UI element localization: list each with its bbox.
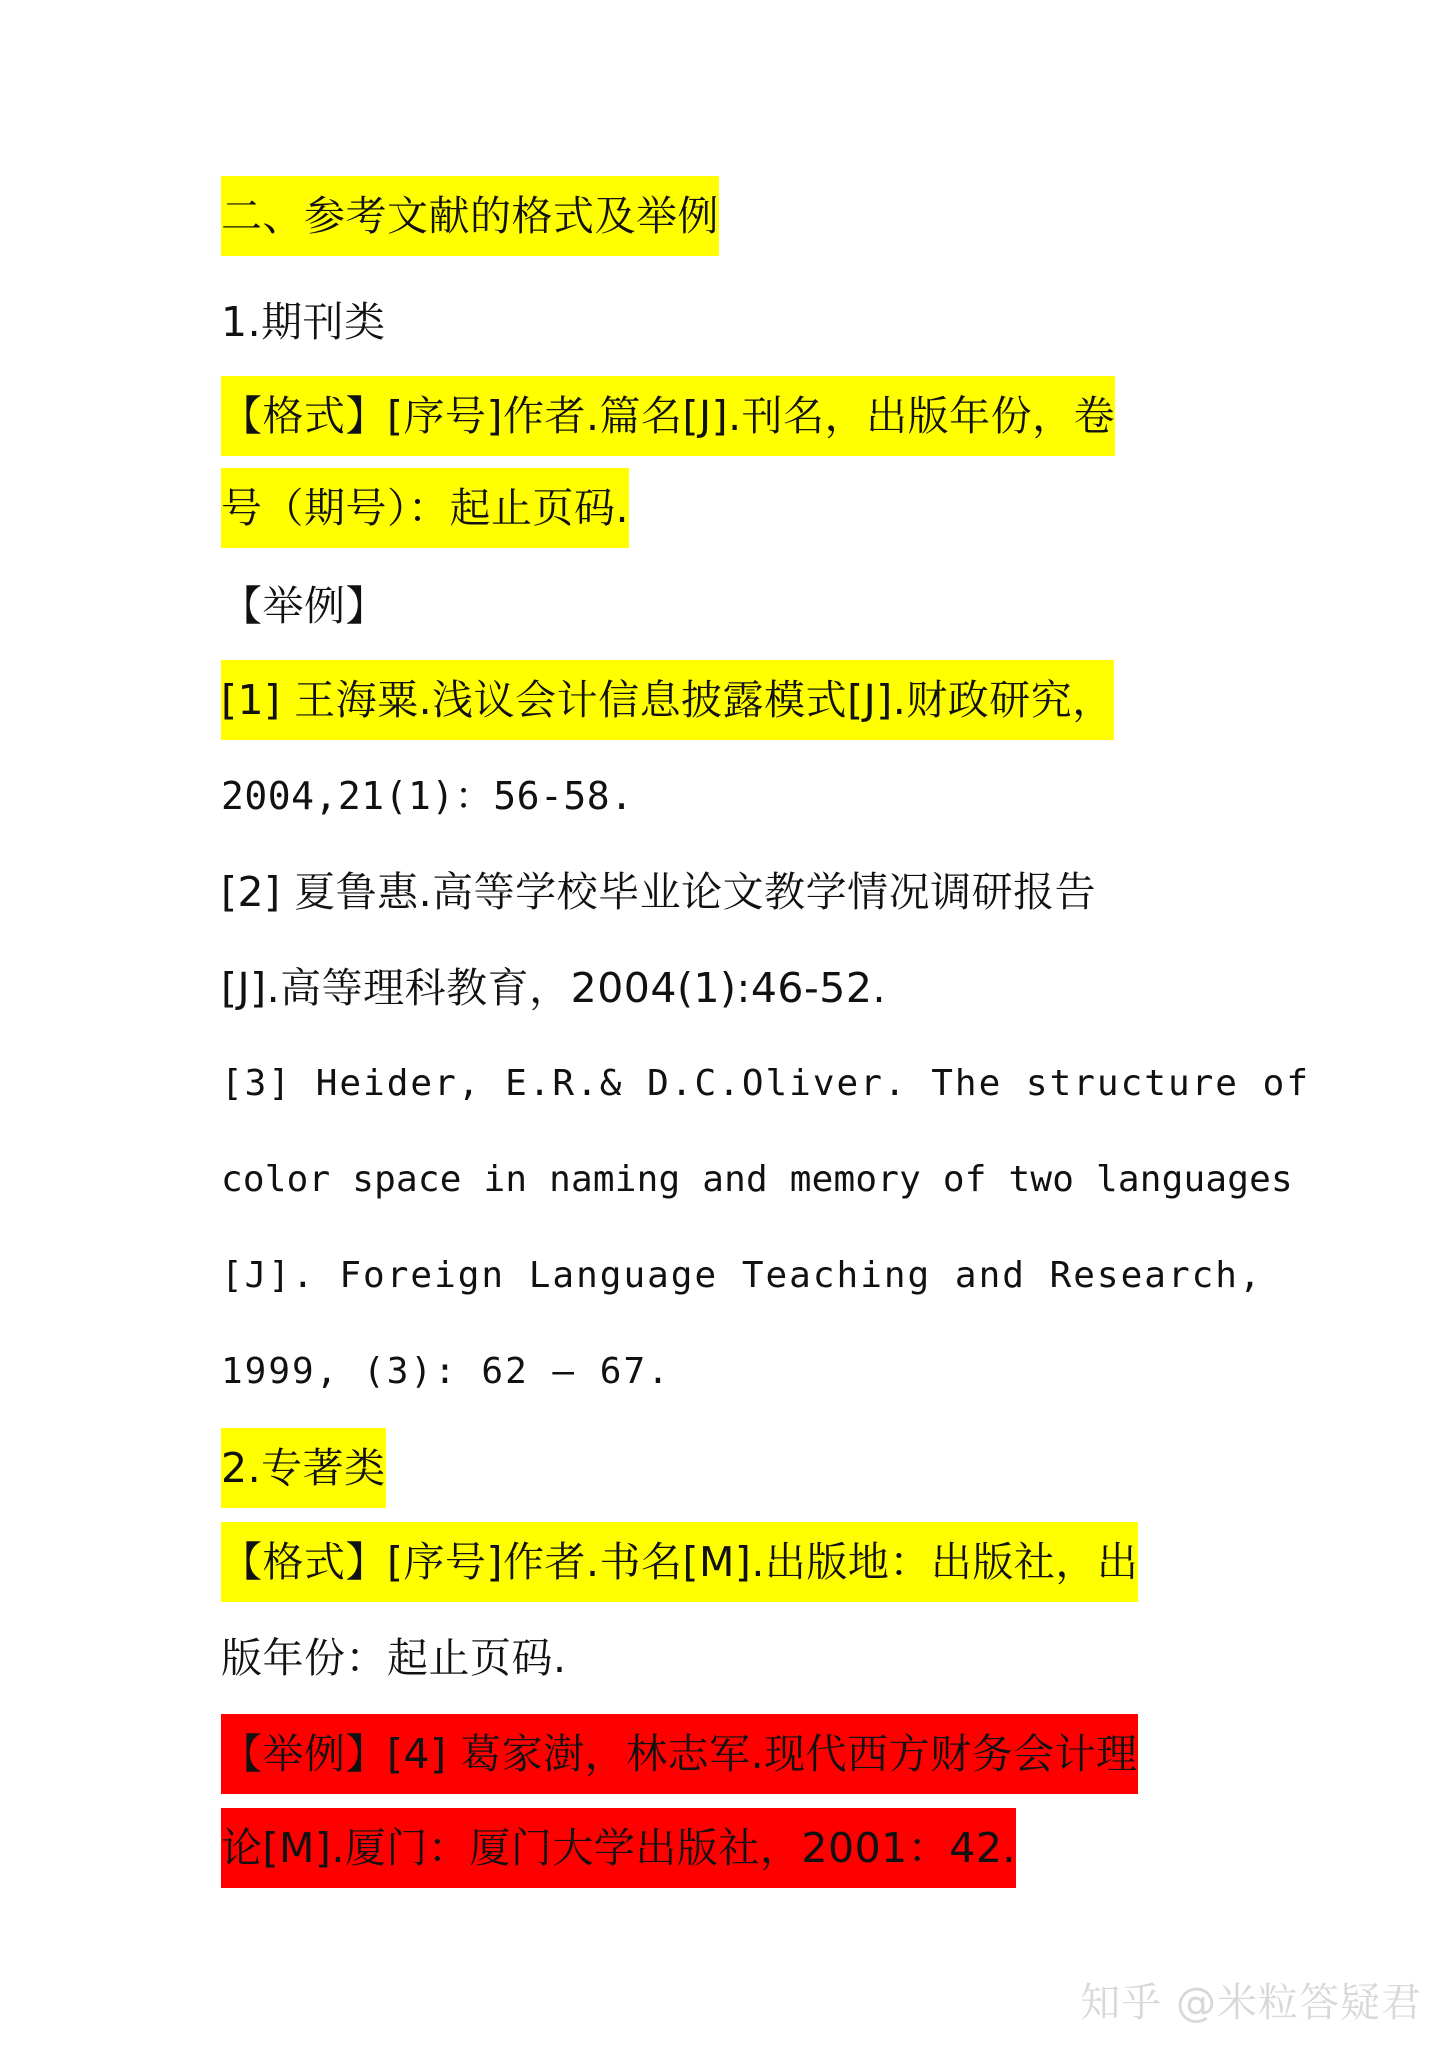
monograph-example-line-1: 【举例】[4] 葛家澍，林志军.现代西方财务会计理 [221, 1714, 1138, 1794]
journal-heading: 1.期刊类 [221, 298, 386, 346]
reference-3-line-1: [3] Heider, E.R.& D.C.Oliver. The structure of [221, 1063, 1310, 1104]
reference-2-line-1: [2] 夏鲁惠.高等学校毕业论文教学情况调研报告 [221, 868, 1097, 916]
journal-format-line-2: 号（期号）：起止页码. [221, 468, 629, 548]
reference-1-line-1: [1] 王海粟.浅议会计信息披露模式[J].财政研究， [221, 660, 1114, 740]
section-title: 二、参考文献的格式及举例 [221, 176, 719, 256]
monograph-format-line-2: 版年份：起止页码. [221, 1634, 567, 1682]
reference-1-line-2: 2004,21(1)：56-58. [221, 774, 634, 818]
journal-example-label: 【举例】 [221, 582, 387, 630]
journal-format-line-1: 【格式】[序号]作者.篇名[J].刊名，出版年份，卷 [221, 376, 1115, 456]
reference-3-line-2: color space in naming and memory of two languages [221, 1159, 1293, 1200]
watermark: 知乎 @米粒答疑君 [1080, 1980, 1422, 2026]
reference-3-line-3: [J]. Foreign Language Teaching and Research, [221, 1255, 1263, 1296]
monograph-heading: 2.专著类 [221, 1428, 386, 1508]
reference-3-line-4: 1999, (3): 62 – 67. [221, 1351, 671, 1392]
reference-2-line-2: [J].高等理科教育，2004(1):46-52. [221, 964, 887, 1012]
monograph-format-line-1: 【格式】[序号]作者.书名[M].出版地：出版社，出 [221, 1522, 1138, 1602]
monograph-example-line-2: 论[M].厦门：厦门大学出版社，2001：42. [221, 1808, 1016, 1888]
